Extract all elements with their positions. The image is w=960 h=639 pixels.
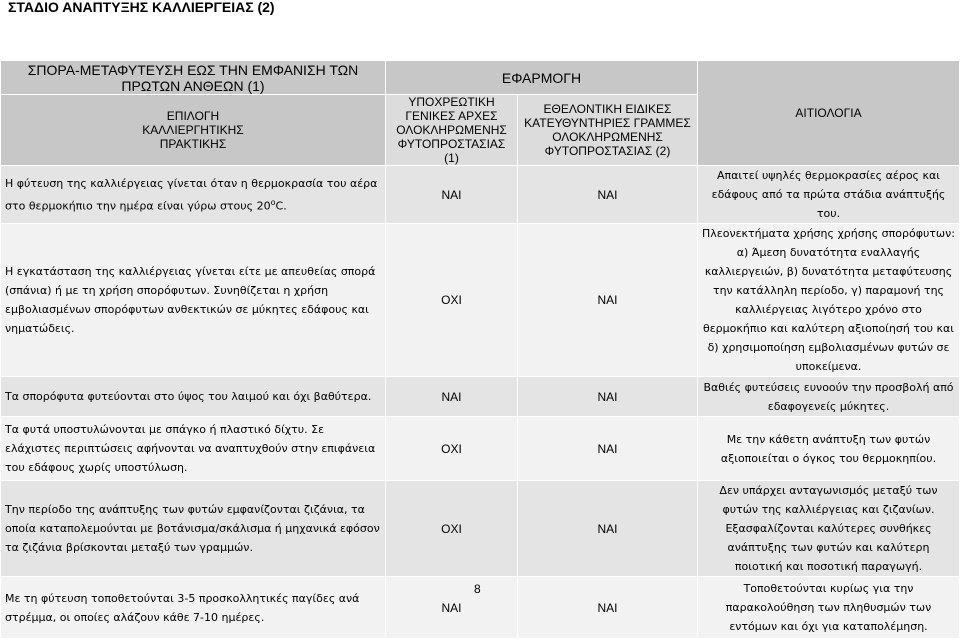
voluntary-cell: ΝΑΙ bbox=[518, 224, 698, 377]
mandatory-header-cell bbox=[386, 95, 518, 166]
mandatory-cell: ΝΑΙ bbox=[386, 166, 518, 224]
application-header: ΕΦΑΡΜΟΓΗ bbox=[501, 69, 582, 86]
mandatory-cell: ΟΧΙ bbox=[386, 417, 518, 481]
voluntary-cell: ΝΑΙ bbox=[518, 166, 698, 224]
justification-cell: Δεν υπάρχει ανταγωνισμός μεταξύ των φυτών της καλλιέργειας και ζιζανίων. Εξασφαλίζονται καλύτερες συνθήκες ανάπτυξης των φυτών και καλύτερη ποιοτική και ποσοτική παραγωγή. bbox=[698, 481, 960, 577]
table-row bbox=[1, 224, 960, 377]
document-heading: ΣΤΑΔΙΟ ΑΝΑΠΤΥΞΗΣ ΚΑΛΛΙΕΡΓΕΙΑΣ (2) bbox=[8, 0, 275, 15]
voluntary-cell: ΝΑΙ bbox=[518, 417, 698, 481]
stage-title-cell bbox=[1, 61, 386, 95]
practice-text-suffix: C. bbox=[275, 199, 287, 213]
mandatory-cell: ΝΑΙ bbox=[386, 377, 518, 417]
practice-header-cell bbox=[1, 95, 386, 166]
voluntary-cell: ΝΑΙ bbox=[518, 481, 698, 577]
practice-cell: Την περίοδο της ανάπτυξης των φυτών εμφανίζονται ζιζάνια, τα οποία καταπολεμούνται με βοτάνισμα/σκάλισμα ή μηχανικά εφόσον τα ζιζάνια βρίσκονται μεταξύ των γραμμών. bbox=[1, 481, 386, 577]
table-row bbox=[1, 377, 960, 417]
practice-cell: Τα φυτά υποστυλώνονται με σπάγκο ή πλαστικό δίχτυ. Σε ελάχιστες περιπτώσεις αφήνονται να αναπτυχθούν στην επιφάνεια του εδάφους χωρίς υποστύλωση. bbox=[1, 417, 386, 481]
table-header-row bbox=[1, 61, 960, 95]
practice-header: ΕΠΙΛΟΓΗ ΚΑΛΛΙΕΡΓΗΤΙΚΗΣ ΠΡΑΚΤΙΚΗΣ bbox=[142, 109, 244, 151]
justification-cell: Τοποθετούνται κυρίως για την παρακολούθηση των πληθυσμών των εντόμων και όχι για καταπολέμηση. bbox=[698, 577, 960, 639]
application-header-cell bbox=[386, 61, 698, 95]
voluntary-header: ΕΘΕΛΟΝΤΙΚΗ ΕΙΔΙΚΕΣ ΚΑΤΕΥΘΥΝΤΗΡΙΕΣ ΓΡΑΜΜΕΣ ΟΛΟΚΛΗΡΩΜΕΝΗΣ ΦΥΤΟΠΡΟΣΤΑΣΙΑΣ (2) bbox=[524, 102, 691, 158]
practice-cell bbox=[1, 166, 386, 224]
crop-practices-table bbox=[0, 60, 960, 639]
mandatory-cell: ΟΧΙ bbox=[386, 224, 518, 377]
stage-title: ΣΠΟΡΑ-ΜΕΤΑΦΥΤΕΥΣΗ ΕΩΣ ΤΗΝ ΕΜΦΑΝΙΣΗ ΤΩΝ ΠΡΩΤΩΝ ΑΝΘΕΩΝ (1) bbox=[27, 61, 359, 94]
degree-superscript: ο bbox=[270, 197, 276, 207]
table-row bbox=[1, 481, 960, 577]
justification-header-cell bbox=[698, 61, 960, 166]
voluntary-cell: ΝΑΙ bbox=[518, 377, 698, 417]
mandatory-cell: ΟΧΙ bbox=[386, 481, 518, 577]
justification-cell: Πλεονεκτήματα χρήσης χρήσης σπορόφυτων: α) Άμεση δυνατότητα εναλλαγής καλλιεργειών, β) δυνατότητα μεταφύτευσης την κατάλληλη περίοδο, γ) παραμονή της καλλιέργειας λιγότερο χρόνο στο θερμοκήπιο και καλύτερη αξιοποίησή του και δ) χρησιμοποίηση εμβολιασμένων φυτών σε υποκείμενα. bbox=[698, 224, 960, 377]
table-row bbox=[1, 417, 960, 481]
voluntary-header-cell bbox=[518, 95, 698, 166]
justification-cell: Με την κάθετη ανάπτυξη των φυτών αξιοποιείται ο όγκος του θερμοκηπίου. bbox=[698, 417, 960, 481]
mandatory-cell: ΝΑΙ bbox=[386, 577, 518, 639]
page-number: 8 bbox=[474, 582, 481, 596]
practice-cell: Με τη φύτευση τοποθετούνται 3-5 προσκολλητικές παγίδες ανά στρέμμα, οι οποίες αλάζουν κάθε 7-10 ημέρες. bbox=[1, 577, 386, 639]
voluntary-cell: ΝΑΙ bbox=[518, 577, 698, 639]
practice-cell: Τα σπορόφυτα φυτεύονται στο ύψος του λαιμού και όχι βαθύτερα. bbox=[1, 377, 386, 417]
justification-cell: Βαθιές φυτεύσεις ευνοούν την προσβολή από εδαφογενείς μύκητες. bbox=[698, 377, 960, 417]
practice-cell: Η εγκατάσταση της καλλιέργειας γίνεται είτε με απευθείας σπορά (σπάνια) ή με τη χρήση σπορόφυτων. Συνηθίζεται η χρήση εμβολιασμένων σπορόφυτων ανθεκτικών σε μύκητες εδάφους και νηματώδεις. bbox=[1, 224, 386, 377]
justification-cell: Απαιτεί υψηλές θερμοκρασίες αέρος και εδάφους από τα πρώτα στάδια ανάπτυξής του. bbox=[698, 166, 960, 224]
mandatory-header: ΥΠΟΧΡΕΩΤΙΚΗ ΓΕΝΙΚΕΣ ΑΡΧΕΣ ΟΛΟΚΛΗΡΩΜΕΝΗΣ ΦΥΤΟΠΡΟΣΤΑΣΙΑΣ (1) bbox=[396, 95, 507, 165]
table-row bbox=[1, 166, 960, 224]
practice-text: Η φύτευση της καλλιέργειας γίνεται όταν η θερμοκρασία του αέρα στο θερμοκήπιο την ημέρα είναι γύρω στους 20 bbox=[5, 176, 378, 213]
justification-header: ΑΙΤΙΟΛΟΓΙΑ bbox=[795, 106, 862, 120]
